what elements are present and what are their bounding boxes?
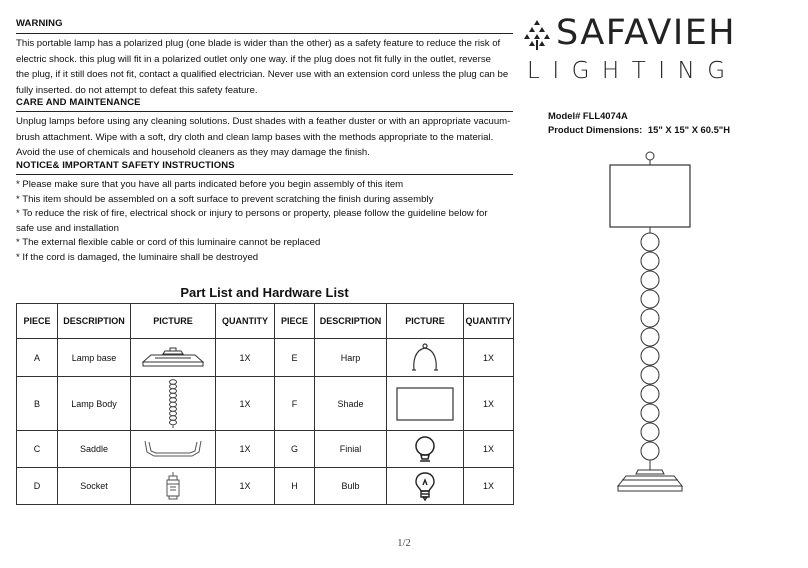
quantity-cell: 1X (216, 431, 275, 468)
brand-sub: LIGHTING (527, 58, 738, 84)
description-cell: Saddle (58, 431, 131, 468)
shade-icon (396, 387, 454, 421)
saddle-icon (142, 438, 204, 460)
description-cell: Lamp Body (58, 377, 131, 431)
dimensions-label: Product Dimensions: (548, 124, 643, 135)
description-cell: Lamp base (58, 339, 131, 377)
piece-cell: F (275, 377, 315, 431)
header-cell: DESCRIPTION (315, 304, 387, 339)
dimensions-line (548, 123, 730, 137)
harp-icon (407, 343, 443, 373)
table-row (17, 468, 514, 505)
header-cell: QUANTITY (216, 304, 275, 339)
quantity-cell: 1X (464, 377, 514, 431)
warning-title: WARNING (16, 18, 63, 29)
quantity-cell: 1X (464, 339, 514, 377)
quantity-cell: 1X (464, 468, 514, 505)
header-cell: PICTURE (131, 304, 216, 339)
care-title: CARE AND MAINTENANCE (16, 97, 141, 108)
picture-cell (387, 339, 464, 377)
warning-line: fully inserted. do not attempt to defeat this safety feature. (16, 84, 258, 96)
picture-cell (131, 468, 216, 505)
care-line: Unplug lamps before using any cleaning solutions. Dust shades with a feather duster or with an appropriate vacuum- (16, 116, 511, 127)
notice-line: * This item should be assembled on a soft surface to prevent scratching the finish during assembly (16, 193, 434, 205)
bulb-icon (414, 471, 436, 501)
brand-name: SAFAVIEH (556, 13, 737, 53)
picture-cell (387, 468, 464, 505)
table-row (17, 377, 514, 431)
piece-cell: B (17, 377, 58, 431)
picture-cell (131, 339, 216, 377)
piece-cell: E (275, 339, 315, 377)
warning-rule (16, 33, 513, 34)
notice-line: * If the cord is damaged, the luminaire shall be destroyed (16, 251, 259, 263)
quantity-cell: 1X (216, 377, 275, 431)
header-cell: DESCRIPTION (58, 304, 131, 339)
piece-cell: C (17, 431, 58, 468)
description-cell: Shade (315, 377, 387, 431)
header-cell: PIECE (17, 304, 58, 339)
notice-list (16, 178, 516, 266)
socket-icon (165, 472, 181, 500)
piece-cell: D (17, 468, 58, 505)
description-cell: Bulb (315, 468, 387, 505)
quantity-cell: 1X (216, 468, 275, 505)
piece-cell: G (275, 431, 315, 468)
dimensions-value: 15" X 15" X 60.5"H (647, 124, 731, 135)
care-line: brush attachment. Wipe with a soft, dry cloth and clean lamp bases with the methods appropriate to the material. (16, 131, 494, 143)
notice-rule (16, 174, 513, 175)
header-cell: PICTURE (387, 304, 464, 339)
warning-line: the plug, if it still does not fit, contact a qualified electrician. Never use with an extension cord unless the plug can be (16, 69, 509, 80)
header-cell: PIECE (275, 304, 315, 339)
lamp-body-icon (165, 379, 181, 429)
page-number: 1/2 (397, 538, 411, 549)
piece-cell: H (275, 468, 315, 505)
care-line: Avoid the use of chemicals and household cleaners as they may damage the finish. (16, 147, 370, 158)
notice-title: NOTICE& IMPORTANT SAFETY INSTRUCTIONS (16, 160, 235, 171)
header-cell: QUANTITY (464, 304, 514, 339)
warning-line: electric shock. this plug will fit in a polarized outlet only one way. if the plug does not fit fully in the outlet, reverse (16, 53, 491, 65)
piece-cell: A (17, 339, 58, 377)
table-row (17, 431, 514, 468)
warning-text (16, 36, 516, 98)
care-text (16, 114, 516, 161)
picture-cell (131, 377, 216, 431)
brand-logo-icon (522, 20, 552, 50)
warning-line: This portable lamp has a polarized plug (one blade is wider than the other) as a safety feature to reduce the risk of (16, 38, 501, 49)
quantity-cell: 1X (216, 339, 275, 377)
notice-line: * The external flexible cable or cord of this luminaire cannot be replaced (16, 237, 321, 249)
finial-icon (413, 435, 437, 463)
picture-cell (387, 431, 464, 468)
quantity-cell: 1X (464, 431, 514, 468)
model-label: Model# (548, 110, 581, 121)
notice-line: safe use and installation (16, 222, 119, 234)
description-cell: Finial (315, 431, 387, 468)
description-cell: Harp (315, 339, 387, 377)
lamp-base-icon (141, 347, 205, 369)
parts-table-title: Part List and Hardware List (180, 285, 349, 300)
table-header-row (17, 304, 514, 339)
notice-line: * Please make sure that you have all parts indicated before you begin assembly of this item (16, 179, 404, 190)
description-cell: Socket (58, 468, 131, 505)
picture-cell (131, 431, 216, 468)
floor-lamp-illustration (600, 150, 710, 498)
care-rule (16, 111, 513, 112)
parts-table (16, 303, 514, 505)
model-line (548, 109, 628, 123)
model-value: FLL4074A (582, 110, 628, 121)
picture-cell (387, 377, 464, 431)
notice-line: * To reduce the risk of fire, electrical shock or injury to persons or property, please follow the guideline below for (16, 208, 488, 220)
table-row (17, 339, 514, 377)
